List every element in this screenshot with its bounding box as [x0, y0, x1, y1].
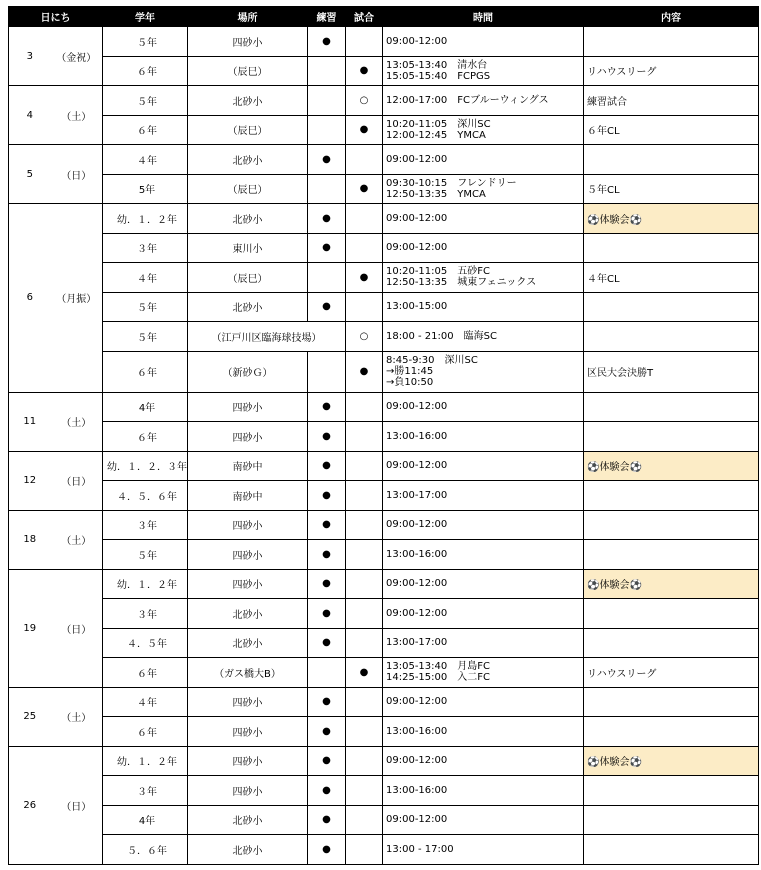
place-cell: 北砂小 — [188, 145, 308, 175]
time-line: 09:00-12:00 — [386, 153, 448, 165]
match-mark — [346, 292, 383, 322]
time-line: 09:00-12:00 — [386, 696, 448, 708]
day-weekday: （日） — [51, 145, 103, 204]
grade-cell: ３年 — [103, 510, 188, 540]
match-mark — [346, 687, 383, 717]
table-row — [9, 292, 759, 322]
table-row — [9, 805, 759, 835]
content-cell — [584, 835, 759, 865]
match-mark — [346, 717, 383, 747]
table-row — [9, 174, 759, 204]
place-cell: 四砂小 — [188, 687, 308, 717]
schedule-table — [8, 6, 759, 865]
practice-mark: ● — [308, 292, 346, 322]
practice-mark: ● — [308, 233, 346, 263]
table-row — [9, 599, 759, 629]
time-line: 14:25-15:00 入二FC — [386, 672, 490, 684]
content-cell: 区民大会決勝T — [584, 351, 759, 392]
practice-mark: ● — [308, 392, 346, 422]
place-cell: 四砂小 — [188, 540, 308, 570]
content-cell — [584, 776, 759, 806]
time-line: →勝11:45 — [386, 366, 434, 377]
place-cell: 四砂小 — [188, 422, 308, 452]
day-number: 19 — [9, 569, 51, 687]
time-cell — [383, 145, 584, 175]
time-cell — [383, 233, 584, 263]
content-cell — [584, 687, 759, 717]
grade-cell: ６年 — [103, 351, 188, 392]
time-line: 09:00-12:00 — [386, 607, 448, 619]
day-number: 6 — [9, 204, 51, 393]
grade-cell: 4年 — [103, 805, 188, 835]
content-cell: ６年CL — [584, 115, 759, 145]
time-line: →負10:50 — [386, 377, 434, 388]
day-weekday: （金祝） — [51, 27, 103, 86]
content-cell — [584, 805, 759, 835]
day-number: 11 — [9, 392, 51, 451]
practice-mark: ● — [308, 599, 346, 629]
grade-cell: 幼．１．２．３年 — [103, 451, 188, 481]
day-weekday: （月振） — [51, 204, 103, 393]
day-number: 18 — [9, 510, 51, 569]
grade-cell: ６年 — [103, 115, 188, 145]
time-cell — [383, 746, 584, 776]
table-header — [9, 7, 759, 27]
place-cell: 北砂小 — [188, 204, 308, 234]
time-line: 09:00-12:00 — [386, 519, 448, 531]
time-cell — [383, 835, 584, 865]
match-mark — [346, 481, 383, 511]
time-cell — [383, 599, 584, 629]
time-cell — [383, 115, 584, 145]
practice-mark — [308, 115, 346, 145]
time-cell — [383, 86, 584, 116]
grade-cell: 幼．１．２年 — [103, 569, 188, 599]
table-row — [9, 422, 759, 452]
day-weekday: （土） — [51, 392, 103, 451]
practice-mark — [308, 56, 346, 86]
time-cell — [383, 292, 584, 322]
practice-mark: ● — [308, 628, 346, 658]
day-weekday: （日） — [51, 451, 103, 510]
table-row — [9, 481, 759, 511]
time-line: 13:00-16:00 — [386, 548, 448, 560]
match-mark — [346, 599, 383, 629]
table-row — [9, 451, 759, 481]
trial-event-note: ⚽体験会⚽ — [584, 746, 759, 776]
day-weekday: （土） — [51, 86, 103, 145]
place-cell: （辰巳） — [188, 56, 308, 86]
grade-cell: ４．５年 — [103, 628, 188, 658]
day-weekday: （日） — [51, 746, 103, 864]
table-row — [9, 204, 759, 234]
practice-mark: ● — [308, 27, 346, 57]
time-line: 10:20-11:05 五砂FC — [386, 266, 490, 278]
content-cell — [584, 292, 759, 322]
practice-mark: ● — [308, 481, 346, 511]
practice-mark: ● — [308, 569, 346, 599]
practice-mark: ● — [308, 746, 346, 776]
table-row — [9, 746, 759, 776]
content-cell — [584, 392, 759, 422]
time-line: 09:00-12:00 — [386, 401, 448, 413]
time-line: 09:00-12:00 — [386, 460, 448, 472]
content-cell: リハウスリーグ — [584, 658, 759, 688]
place-cell: （辰巳） — [188, 115, 308, 145]
table-row — [9, 658, 759, 688]
time-line: 12:00-12:45 YMCA — [386, 129, 486, 141]
time-line: 13:00-16:00 — [386, 784, 448, 796]
grade-cell: ６年 — [103, 56, 188, 86]
time-line: 09:00-12:00 — [386, 755, 448, 767]
match-mark — [346, 27, 383, 57]
time-cell — [383, 451, 584, 481]
place-cell: 北砂小 — [188, 599, 308, 629]
practice-mark: ● — [308, 717, 346, 747]
header-practice: 練習 — [308, 7, 346, 27]
table-row — [9, 27, 759, 57]
time-cell — [383, 204, 584, 234]
time-line: 13:00-17:00 — [386, 489, 448, 501]
place-cell: 四砂小 — [188, 746, 308, 776]
time-line: 13:00-17:00 — [386, 637, 448, 649]
grade-cell: ５年 — [103, 540, 188, 570]
grade-cell: 5年 — [103, 174, 188, 204]
time-line: 13:00-15:00 — [386, 301, 448, 313]
grade-cell: 幼．１．２年 — [103, 746, 188, 776]
grade-cell: ３年 — [103, 776, 188, 806]
place-cell: 南砂中 — [188, 481, 308, 511]
content-cell — [584, 717, 759, 747]
table-row — [9, 687, 759, 717]
time-line: 12:00-17:00 FCブルーウィングス — [386, 94, 549, 106]
grade-cell: ４年 — [103, 145, 188, 175]
time-line: 09:00-12:00 — [386, 578, 448, 590]
day-number: 5 — [9, 145, 51, 204]
time-cell — [383, 540, 584, 570]
practice-mark — [308, 351, 346, 392]
place-cell: 四砂小 — [188, 569, 308, 599]
content-cell — [584, 233, 759, 263]
table-row — [9, 628, 759, 658]
place-cell: 北砂小 — [188, 86, 308, 116]
match-mark: ● — [346, 351, 383, 392]
content-cell — [584, 322, 759, 352]
time-cell — [383, 263, 584, 293]
header-place: 場所 — [188, 7, 308, 27]
practice-mark — [308, 658, 346, 688]
table-row — [9, 540, 759, 570]
match-mark: ● — [346, 56, 383, 86]
time-cell — [383, 27, 584, 57]
time-line: 8:45-9:30 深川SC — [386, 355, 478, 366]
place-cell: 四砂小 — [188, 510, 308, 540]
grade-cell: ６年 — [103, 658, 188, 688]
content-cell — [584, 145, 759, 175]
header-content: 内容 — [584, 7, 759, 27]
grade-cell: 4年 — [103, 392, 188, 422]
table-row — [9, 233, 759, 263]
content-cell — [584, 540, 759, 570]
practice-mark: ● — [308, 145, 346, 175]
time-line: 13:00-16:00 — [386, 430, 448, 442]
time-line: 09:00-12:00 — [386, 242, 448, 254]
practice-mark: ● — [308, 510, 346, 540]
day-number: 26 — [9, 746, 51, 864]
practice-mark: ● — [308, 776, 346, 806]
table-row — [9, 776, 759, 806]
table-row — [9, 351, 759, 392]
time-cell — [383, 658, 584, 688]
time-line: 13:00 - 17:00 — [386, 843, 454, 855]
header-match: 試合 — [346, 7, 383, 27]
content-cell: リハウスリーグ — [584, 56, 759, 86]
content-cell — [584, 481, 759, 511]
table-body — [9, 27, 759, 865]
time-cell — [383, 56, 584, 86]
match-mark: ○ — [346, 86, 383, 116]
day-number: 25 — [9, 687, 51, 746]
header-date: 日にち — [9, 7, 103, 27]
table-row — [9, 569, 759, 599]
time-line: 12:50-13:35 城東フェニックス — [386, 277, 537, 289]
place-cell: 東川小 — [188, 233, 308, 263]
day-weekday: （土） — [51, 687, 103, 746]
match-mark — [346, 204, 383, 234]
match-mark — [346, 805, 383, 835]
content-cell — [584, 27, 759, 57]
place-cell: 四砂小 — [188, 392, 308, 422]
content-cell — [584, 510, 759, 540]
trial-event-note: ⚽体験会⚽ — [584, 204, 759, 234]
time-line: 09:00-12:00 — [386, 212, 448, 224]
time-cell — [383, 392, 584, 422]
time-cell — [383, 687, 584, 717]
content-cell — [584, 599, 759, 629]
header-time: 時間 — [383, 7, 584, 27]
time-cell — [383, 776, 584, 806]
place-cell: 北砂小 — [188, 628, 308, 658]
match-mark — [346, 835, 383, 865]
place-cell: （新砂Ｇ） — [188, 351, 308, 392]
place-cell: （江戸川区臨海球技場） — [188, 322, 346, 352]
grade-cell: ３年 — [103, 599, 188, 629]
time-line: 13:00-16:00 — [386, 725, 448, 737]
match-mark — [346, 569, 383, 599]
time-line: 13:05-13:40 月島FC — [386, 661, 490, 673]
place-cell: 南砂中 — [188, 451, 308, 481]
content-cell — [584, 422, 759, 452]
table-row — [9, 717, 759, 747]
match-mark — [346, 233, 383, 263]
table-row — [9, 145, 759, 175]
grade-cell: ５．６年 — [103, 835, 188, 865]
grade-cell: ４年 — [103, 687, 188, 717]
day-number: 3 — [9, 27, 51, 86]
day-weekday: （土） — [51, 510, 103, 569]
match-mark: ● — [346, 263, 383, 293]
grade-cell: ４年 — [103, 263, 188, 293]
time-line: 09:00-12:00 — [386, 35, 448, 47]
grade-cell: ６年 — [103, 422, 188, 452]
time-line: 09:30-10:15 フレンドリー — [386, 177, 517, 189]
time-cell — [383, 174, 584, 204]
day-number: 4 — [9, 86, 51, 145]
content-cell: 練習試合 — [584, 86, 759, 116]
match-mark: ○ — [346, 322, 383, 352]
table-row — [9, 835, 759, 865]
grade-cell: ４．５．６年 — [103, 481, 188, 511]
place-cell: 北砂小 — [188, 805, 308, 835]
content-cell: ５年CL — [584, 174, 759, 204]
place-cell: 四砂小 — [188, 717, 308, 747]
grade-cell: ３年 — [103, 233, 188, 263]
grade-cell: ５年 — [103, 86, 188, 116]
time-cell — [383, 351, 584, 392]
practice-mark: ● — [308, 687, 346, 717]
grade-cell: ５年 — [103, 292, 188, 322]
place-cell: （ガス橋大B） — [188, 658, 308, 688]
time-line: 09:00-12:00 — [386, 814, 448, 826]
trial-event-note: ⚽体験会⚽ — [584, 569, 759, 599]
place-cell: 四砂小 — [188, 27, 308, 57]
time-line: 12:50-13:35 YMCA — [386, 188, 486, 200]
place-cell: 四砂小 — [188, 776, 308, 806]
match-mark — [346, 540, 383, 570]
time-cell — [383, 717, 584, 747]
day-weekday: （日） — [51, 569, 103, 687]
time-cell — [383, 569, 584, 599]
day-number: 12 — [9, 451, 51, 510]
time-cell — [383, 481, 584, 511]
practice-mark: ● — [308, 204, 346, 234]
time-cell — [383, 510, 584, 540]
match-mark — [346, 145, 383, 175]
match-mark — [346, 776, 383, 806]
table-row — [9, 322, 759, 352]
content-cell — [584, 628, 759, 658]
table-row — [9, 115, 759, 145]
match-mark — [346, 451, 383, 481]
time-cell — [383, 422, 584, 452]
time-cell — [383, 805, 584, 835]
place-cell: 北砂小 — [188, 292, 308, 322]
grade-cell: ６年 — [103, 717, 188, 747]
time-line: 15:05-15:40 FCPGS — [386, 70, 491, 82]
place-cell: 北砂小 — [188, 835, 308, 865]
practice-mark: ● — [308, 835, 346, 865]
match-mark: ● — [346, 115, 383, 145]
grade-cell: ５年 — [103, 322, 188, 352]
practice-mark: ● — [308, 540, 346, 570]
match-mark — [346, 422, 383, 452]
table-row — [9, 392, 759, 422]
place-cell: （辰巳） — [188, 263, 308, 293]
practice-mark: ● — [308, 451, 346, 481]
table-row — [9, 510, 759, 540]
practice-mark — [308, 86, 346, 116]
time-cell — [383, 628, 584, 658]
place-cell: （辰巳） — [188, 174, 308, 204]
content-cell: ４年CL — [584, 263, 759, 293]
match-mark — [346, 510, 383, 540]
match-mark — [346, 392, 383, 422]
match-mark: ● — [346, 658, 383, 688]
table-row — [9, 86, 759, 116]
practice-mark — [308, 263, 346, 293]
header-grade: 学年 — [103, 7, 188, 27]
trial-event-note: ⚽体験会⚽ — [584, 451, 759, 481]
grade-cell: ５年 — [103, 27, 188, 57]
practice-mark: ● — [308, 422, 346, 452]
time-cell — [383, 322, 584, 352]
match-mark: ● — [346, 174, 383, 204]
grade-cell: 幼．１．２年 — [103, 204, 188, 234]
time-line: 13:05-13:40 清水台 — [386, 59, 488, 71]
time-line: 18:00 - 21:00 臨海SC — [386, 330, 497, 342]
match-mark — [346, 628, 383, 658]
table-row — [9, 56, 759, 86]
table-row — [9, 263, 759, 293]
time-line: 10:20-11:05 深川SC — [386, 118, 491, 130]
practice-mark: ● — [308, 805, 346, 835]
match-mark — [346, 746, 383, 776]
practice-mark — [308, 174, 346, 204]
